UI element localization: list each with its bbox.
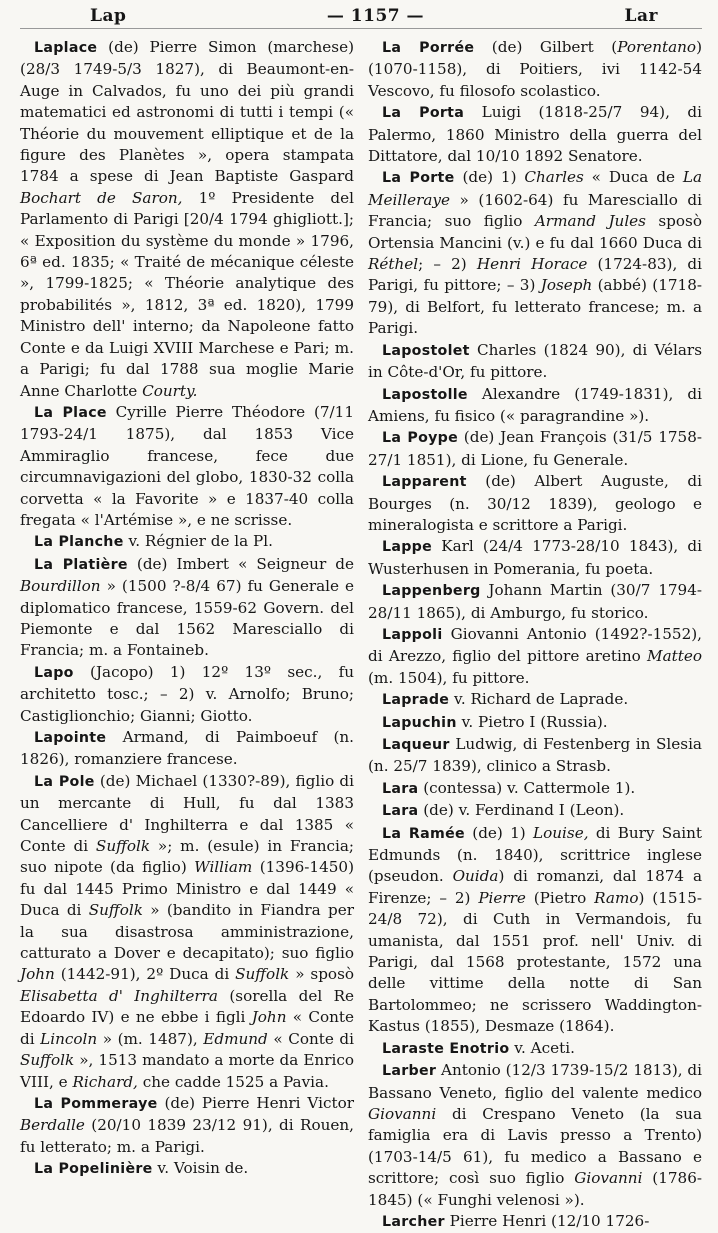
entry-headword: Larcher	[382, 1213, 445, 1230]
entry-headword: La Ramée	[382, 825, 465, 842]
entry-text: Giovanni Antonio (1492?-1552), di Arezzo, figlio del pittore aretino	[368, 624, 702, 666]
entry-text: sposò Ortensia Mancini (v.) e fu dal 1660 Duca di	[368, 212, 702, 252]
entry-italic-text: Louise,	[533, 823, 589, 842]
entry-text: (m. 1504), fu pittore.	[368, 668, 530, 687]
entry-headword: Lapostolle	[382, 386, 468, 403]
entry-text: » (bandito in Fiandra per la sua disastrosa amministrazione, catturato a Dover e decapitato); suo figlio	[20, 901, 354, 963]
entry-text: (de) Gilbert (	[474, 38, 618, 56]
entry-headword: La Porrée	[382, 40, 475, 56]
entry-headword: La Platière	[34, 556, 128, 573]
entry-italic-text: Porentano	[617, 38, 697, 56]
entry-text: ) di romanzi, dal 1874 a Firenze; – 2)	[368, 867, 702, 907]
entry-text: Karl (24/4 1773-28/10 1843), di Wusterhusen in Pomerania, fu poeta.	[368, 537, 702, 578]
entry-text: Cyrille Pierre Théodore (7/11 1793-24/1 1875), dal 1853 Vice Ammiraglio francese, fece due circumnavigazioni del globo, 1830-32 colla corvetta « la Favorite » e 1837-40 colla fregata « l'Artémise », e ne scrisse.	[20, 402, 354, 529]
dictionary-entry	[368, 471, 702, 536]
header-page-number: — 1157 —	[326, 6, 425, 26]
entry-italic-text: Matteo	[647, 647, 702, 666]
entry-italic-text: Courty.	[142, 381, 198, 400]
entry-italic-text: Henri Horace	[476, 255, 588, 274]
dictionary-entry	[20, 662, 354, 727]
dictionary-entry	[368, 102, 702, 167]
entry-text: (Pietro	[525, 888, 595, 907]
entry-text: (de) Pierre Henri Victor	[157, 1093, 354, 1112]
entry-text: (de) 1)	[464, 823, 534, 842]
entry-headword: Lappenberg	[382, 583, 481, 600]
header-left-guideword: Lap	[90, 6, 127, 26]
entry-text: (1724-83), di Parigi, fu pittore; – 3)	[368, 255, 702, 295]
dictionary-entry	[368, 37, 702, 102]
entry-italic-text: Lincoln	[40, 1029, 98, 1048]
entry-text: (de) Albert Auguste, di Bourges (n. 30/12 1839), geologo e mineralogista e scrittore a Parigi.	[368, 472, 702, 534]
entry-headword: La Place	[34, 404, 107, 421]
dictionary-entry	[20, 727, 354, 771]
entry-text: » sposò	[289, 965, 355, 984]
dictionary-entry	[368, 624, 702, 689]
entry-text: (Jacopo) 1) 12º 13º sec., fu architetto tosc.; – 2) v. Arnolfo; Bruno; Castiglionchio; Gianni; Giotto.	[20, 662, 354, 725]
entry-italic-text: Elisabetta d' Inghilterra	[20, 986, 218, 1005]
entry-text: (sorella del Re Edoardo IV) e ne ebbe i figli	[20, 986, 355, 1027]
dictionary-entry	[20, 554, 354, 662]
entry-italic-text: Suffolk	[20, 1051, 75, 1070]
entry-italic-text: Bochart de Saron,	[20, 188, 183, 207]
entry-headword: La Porte	[382, 170, 455, 187]
dictionary-entry	[368, 340, 702, 384]
entry-headword: La Planche	[34, 534, 124, 551]
entry-italic-text: William	[194, 858, 253, 877]
dictionary-entry	[20, 37, 354, 402]
page-header	[20, 6, 702, 29]
entry-text: Alexandre (1749-1831), di Amiens, fu fisico (« paragrandine »).	[368, 384, 702, 425]
entry-text: (de) Imbert « Seigneur de	[127, 554, 354, 573]
entry-text: ) (1070-1158), di Poitiers, ivi 1142-54 Vescovo, fu filosofo scolastico.	[368, 38, 703, 100]
entry-text: (1786-1845) (« Funghi velenosi »).	[368, 1169, 702, 1209]
entry-text: (de) Pierre Simon (marchese) (	[20, 38, 354, 79]
entry-text: v. Pietro I (Russia).	[456, 712, 608, 731]
entry-headword: Laraste Enotrio	[382, 1040, 510, 1057]
entry-headword: La Porta	[382, 105, 465, 122]
entry-headword: La Pole	[34, 773, 95, 790]
entry-headword: La Pommeraye	[34, 1095, 158, 1112]
entry-headword: Laplace	[34, 40, 98, 56]
entry-headword: Laprade	[382, 692, 450, 709]
entry-text: Ludwig, di Festenberg in Slesia (n. 25/7 1839), clinico a Strasb.	[368, 735, 702, 776]
entry-text: Charles (1824 90), di Vélars in Côte-d'Or, fu pittore.	[368, 340, 702, 382]
dictionary-entry	[20, 531, 354, 553]
entry-text: v. Aceti.	[509, 1038, 575, 1057]
left-column	[20, 37, 354, 1233]
entry-italic-text: Armand Jules	[534, 212, 646, 231]
entry-italic-text: Edmund	[203, 1029, 268, 1048]
entry-text: (1442-91), 2º Duca di	[54, 965, 236, 984]
dictionary-entry	[368, 1060, 702, 1211]
dictionary-entry	[20, 402, 354, 531]
entry-text: (de) Jean François (31/5 1758-27/1 1851), di Lione, fu Generale.	[368, 428, 703, 469]
entry-headword: Lapointe	[34, 730, 107, 746]
entry-italic-text: Suffolk	[88, 901, 143, 920]
entry-text: Pierre Henri (12/10 1726-	[444, 1211, 650, 1230]
entry-italic-text: John	[251, 1008, 287, 1027]
entry-text: di Bury Saint Edmunds (n. 1840), scrittrice inglese (pseudon.	[368, 823, 703, 886]
entry-text: Armand, di Paimboeuf (n. 1826), romanziere francese.	[20, 728, 354, 769]
entry-text: (abbé) (1718-79), di Belfort, fu letterato francese; m. a Parigi.	[368, 276, 703, 338]
dictionary-entry	[20, 1158, 354, 1180]
dictionary-entry	[368, 734, 702, 778]
two-column-body	[20, 37, 702, 1233]
entry-text: »; m. (esule) in Francia; suo nipote (da figlio)	[20, 837, 355, 877]
entry-headword: Lapostolet	[382, 342, 470, 359]
entry-headword: Lappe	[382, 539, 433, 556]
entry-italic-text: Richard,	[72, 1072, 138, 1091]
entry-italic-text: La Meilleraye	[368, 168, 702, 209]
entry-headword: Laqueur	[382, 737, 450, 753]
entry-text: ; – 2)	[418, 255, 477, 274]
entry-text: v. Voisin de.	[152, 1159, 249, 1178]
entry-italic-text: Joseph	[540, 276, 593, 295]
dictionary-entry	[368, 823, 702, 1038]
entry-text: che cadde 1525 a Pavia.	[137, 1072, 329, 1091]
entry-text: « Duca de	[583, 168, 683, 187]
entry-italic-text: Giovanni	[574, 1169, 643, 1188]
dictionary-entry	[368, 427, 702, 471]
entry-italic-text: Pierre	[478, 888, 526, 907]
header-right-guideword: Lar	[624, 6, 658, 26]
dictionary-entry	[368, 384, 702, 428]
entry-text: v. Richard de Laprade.	[449, 690, 629, 709]
entry-text: ) (1515-24/8 72), di Cuth in Vermandois, fu umanista, dal 1551 prof. nell' Univ. di Parigi, dal 1568 protestante, 1572 una delle vittime della notte di San Bartolommeo; ne scrissero Waddington-Kastus (1855), Desmaze (1864).	[368, 888, 703, 1036]
entry-italic-text: Giovanni	[368, 1104, 437, 1123]
entry-text: (de) Michael (1330?-89), figlio di un mercante di Hull, fu dal 1383 Cancelliere d' Inghilterra e dal 1385 « Conte di	[20, 771, 354, 856]
entry-italic-text: Réthel	[368, 255, 419, 274]
dictionary-entry	[368, 167, 702, 339]
entry-text: (de) 1)	[454, 168, 525, 187]
entry-headword: Lapuchin	[382, 714, 457, 731]
entry-text: » (m. 1487),	[97, 1029, 204, 1048]
dictionary-entry	[368, 778, 702, 800]
entry-text: 1º Presidente del Parlamento di Parigi [20/4 1794 ghigliott.]; « Exposition du système du monde » 1796, 6ª ed. 1835; « Traité de mécanique céleste », 1799-1825; « Théorie analytique des probabilités », 1812, 3ª ed. 1820), 1799 Ministro dell' interno; da Napoleone fatto Conte e da Luigi XVIII Marchese e Pari; m. a Parigi; fu dal 1788 sua moglie Marie Anne Charlotte	[20, 188, 354, 400]
entry-text: (contessa) v. Cattermole 1).	[418, 778, 636, 797]
entry-text: Johann Martin (30/7 1794-28/11 1865), di Amburgo, fu storico.	[368, 581, 702, 622]
entry-text: (1396-1450) fu dal 1445 Primo Ministro e dal 1449 « Duca di	[20, 858, 354, 920]
entry-italic-text: Berdalle	[20, 1116, 85, 1135]
entry-italic-text: John	[20, 965, 55, 984]
entry-text: di Crespano Veneto (la sua famiglia era di Lavis presso a Trento) (1703-14/5 61), fu medico a Bassano e scrittore; così suo figlio	[368, 1104, 702, 1188]
dictionary-entry	[368, 1038, 702, 1060]
entry-italic-text: Suffolk	[95, 837, 151, 856]
entry-text: 28/3 1749-5/3 1827), di Beaumont-en-Auge in Calvados, fu uno dei più grandi matematici ed astronomi di tutti i tempi (« Théorie du mouvement elliptique et de la figure des Planètes », opera stampata 1784 a spese di Jean Baptiste Gaspard	[20, 60, 354, 186]
entry-text: » (1602-64) fu Maresciallo di Francia; suo figlio	[368, 190, 702, 231]
dictionary-entry	[368, 800, 702, 822]
entry-italic-text: Ouida	[452, 867, 499, 886]
entry-text: Luigi (1818-25/7 94), di Palermo, 1860 Ministro della guerra del Dittatore, dal 10/10 1892 Senatore.	[368, 103, 703, 166]
dictionary-entry	[368, 1211, 702, 1233]
dictionary-entry	[368, 712, 702, 734]
entry-headword: La Popelinière	[34, 1161, 153, 1178]
entry-italic-text: Charles	[524, 168, 584, 187]
entry-italic-text: Bourdillon	[20, 577, 101, 596]
entry-text: « Conte di	[267, 1029, 354, 1048]
entry-text: (de) v. Ferdinand I (Leon).	[418, 801, 625, 820]
dictionary-entry	[368, 580, 702, 624]
entry-text: v. Régnier de la Pl.	[123, 532, 273, 551]
entry-italic-text: Ramo	[594, 888, 639, 907]
dictionary-entry	[368, 689, 702, 711]
entry-text: (20/10 1839 23/12 91), di Rouen, fu letterato; m. a Parigi.	[20, 1116, 354, 1156]
entry-headword: Larber	[382, 1063, 437, 1080]
right-column	[368, 37, 702, 1233]
entry-headword: Lappoli	[382, 626, 443, 643]
dictionary-entry	[368, 536, 702, 580]
entry-headword: Lapo	[34, 664, 74, 681]
entry-italic-text: Suffolk	[235, 965, 290, 984]
entry-headword: Lara	[382, 803, 419, 820]
entry-text: » (1500 ?-8/4 67) fu Generale e diplomatico francese, 1559-62 Govern. del Piemonte e dal 1562 Maresciallo di Francia; m. a Fontaineb.	[20, 577, 354, 660]
entry-headword: Lara	[382, 780, 419, 797]
entry-text: Antonio (12/3 1739-15/2 1813), di Bassano Veneto, figlio del valente medico	[368, 1061, 703, 1102]
dictionary-entry	[20, 771, 354, 1093]
entry-text: « Conte di	[20, 1008, 354, 1048]
entry-headword: Lapparent	[382, 474, 467, 491]
entry-headword: La Poype	[382, 430, 459, 447]
entry-text: », 1513 mandato a morte da Enrico VIII, e	[20, 1051, 354, 1091]
dictionary-entry	[20, 1093, 354, 1158]
